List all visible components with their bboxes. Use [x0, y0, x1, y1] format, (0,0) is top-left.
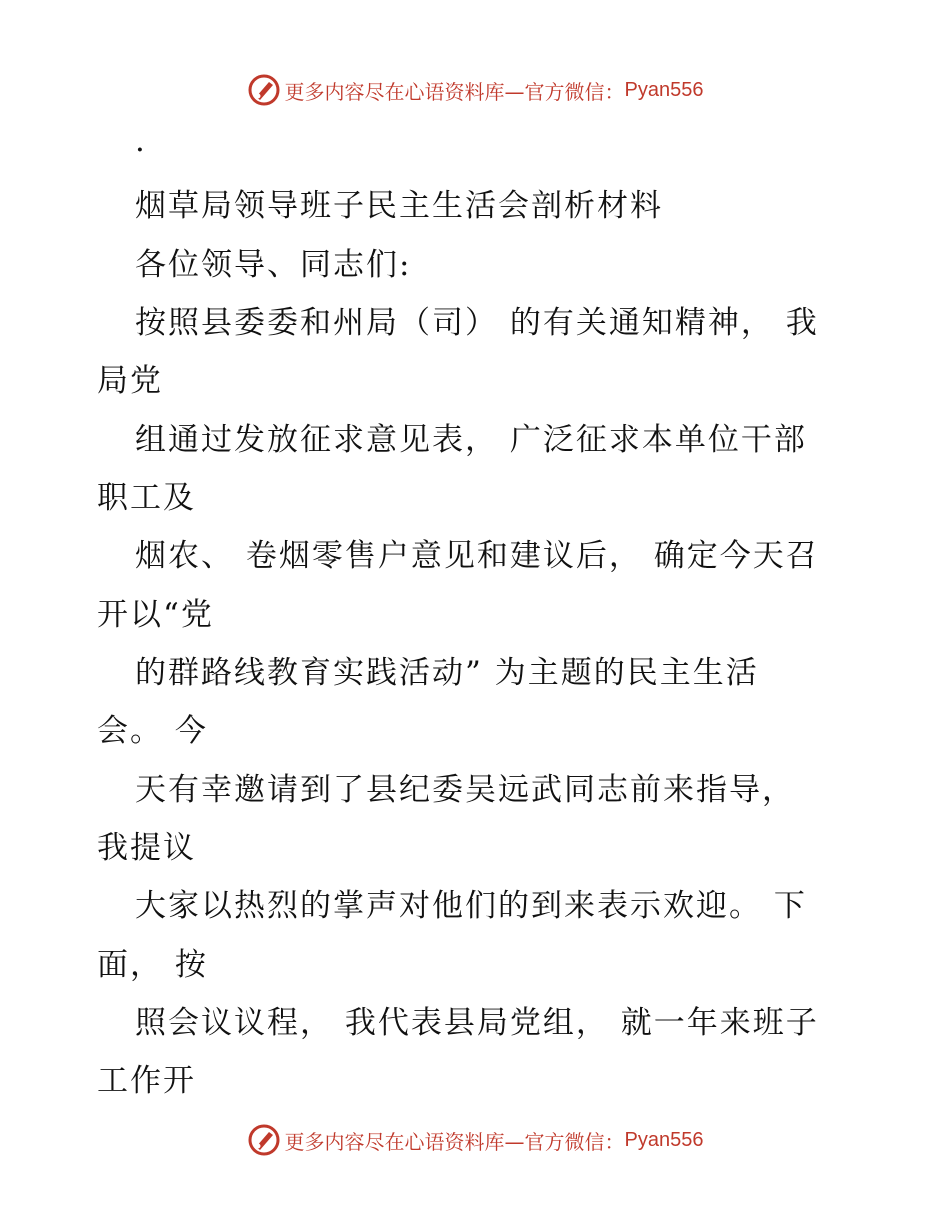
- pen-logo-icon: [247, 1123, 281, 1157]
- document-title: 烟草局领导班子民主生活会剖析材料: [135, 188, 663, 224]
- banner-account: Pyan556: [624, 78, 704, 101]
- paragraph-line: 工作开: [97, 1063, 196, 1099]
- paragraph-line: 职工及: [97, 480, 196, 516]
- salutation: 各位领导、同志们:: [135, 247, 412, 283]
- paragraph-line: 按照县委委和州局（司） 的有关通知精神， 我: [135, 305, 819, 341]
- paragraph-line: 照会议议程， 我代表县局党组， 就一年来班子: [135, 1005, 819, 1041]
- paragraph-line: 开以“党: [97, 597, 214, 633]
- paragraph-line: 局党: [97, 363, 163, 399]
- header-watermark-banner: [0, 70, 950, 110]
- paragraph-line: 组通过发放征求意见表， 广泛征求本单位干部: [135, 422, 807, 458]
- paragraph-line: 面， 按: [97, 947, 208, 983]
- footer-watermark-banner: [0, 1120, 950, 1160]
- paragraph-line: 的群路线教育实践活动” 为主题的民主生活: [135, 655, 759, 691]
- paragraph-line: 会。 今: [97, 713, 208, 749]
- paragraph-line: 大家以热烈的掌声对他们的到来表示欢迎。 下: [135, 888, 807, 924]
- paragraph-line: 我提议: [97, 830, 196, 866]
- banner-account: Pyan556: [624, 1128, 704, 1151]
- pen-logo-icon: [247, 73, 281, 107]
- paragraph-line: 烟农、 卷烟零售户意见和建议后， 确定今天召: [135, 538, 819, 574]
- banner-text: 更多内容尽在心语资料库—官方微信：: [284, 79, 625, 104]
- banner-text: 更多内容尽在心语资料库—官方微信：: [284, 1129, 625, 1154]
- paragraph-line: 天有幸邀请到了县纪委吴远武同志前来指导，: [135, 772, 795, 808]
- bullet-dot: ·: [135, 132, 147, 168]
